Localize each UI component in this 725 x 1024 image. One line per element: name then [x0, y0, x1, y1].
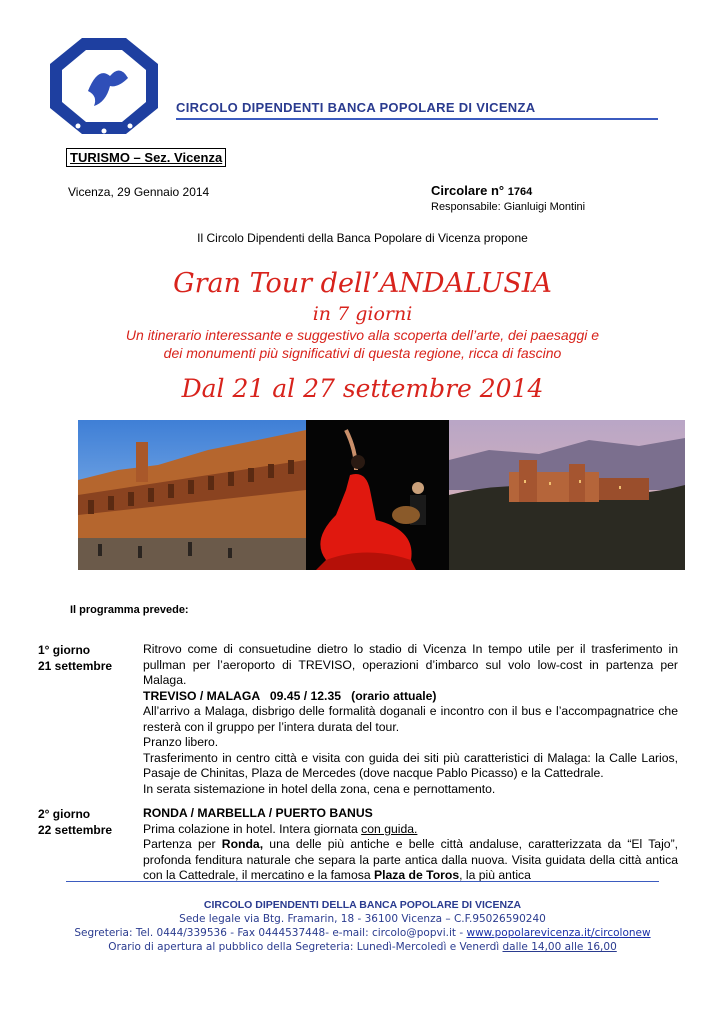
tour-title: Gran Tour dell’ANDALUSIA — [173, 268, 552, 299]
day-1-flight: TREVISO / MALAGA 09.45 / 12.35 (orario attuale) — [143, 688, 437, 703]
circolare-label: Circolare n° — [431, 183, 505, 198]
day-1-paragraph: In serata sistemazione in hotel della zona, cena e pernottamento. — [143, 781, 496, 796]
circolo-logo — [48, 36, 160, 136]
day-1-paragraph: All’arrivo a Malaga, disbrigo delle formalità doganali e incontro con il bus e l’accompagnatrice che resterà con il gruppo per l’intera durata del tour. — [143, 704, 678, 734]
circolare-number — [431, 183, 532, 198]
footer-contact-text: Segreteria: Tel. 0444/339536 - Fax 0444537448- e-mail: circolo@popvi.it - — [74, 927, 467, 939]
day-1-paragraph: Trasferimento in centro città e visita con guida dei siti più caratteristici di Malaga: la Calle Larios, Pasaje de Chinitas, Plaza de Mercedes (dove nacque Pablo Picasso) e la Cattedrale. — [143, 750, 678, 780]
footer-contacts — [0, 927, 725, 939]
day-2-guide-text: con guida. — [361, 821, 418, 836]
tour-tagline — [60, 326, 665, 362]
day-2-text: , la più antica — [459, 868, 531, 882]
day-1-description — [143, 642, 678, 797]
document-date: Vicenza, 29 Gennaio 2014 — [68, 185, 210, 199]
day-1-label: 1° giorno — [38, 643, 91, 657]
footer-org-name: CIRCOLO DIPENDENTI DELLA BANCA POPOLARE DI VICENZA — [203, 899, 522, 911]
org-header: CIRCOLO DIPENDENTI BANCA POPOLARE DI VICENZA — [176, 100, 536, 115]
tagline-line-2: dei monumenti più significativi di questa regione, ricca di fascino — [163, 345, 562, 361]
footer-hours — [0, 941, 725, 953]
day-1-paragraph: Ritrovo come di consuetudine dietro lo stadio di Vicenza In tempo utile per il trasferimento in pullman per l’aeroporto di TREVISO, operazioni d’imbarco sul volo low-cost in partenza per Malaga. — [143, 642, 678, 687]
circolare-value: 1764 — [507, 186, 533, 198]
flamenco-dancer-photo — [306, 420, 449, 570]
footer-divider — [66, 881, 659, 882]
footer-hours-text: Orario di apertura al pubblico della Segreteria: Lunedì-Mercoledì e Venerdì — [108, 941, 503, 953]
tour-dates: Dal 21 al 27 settembre 2014 — [181, 374, 544, 403]
day-2-paragraph — [143, 837, 678, 884]
day-2-text: una delle più antiche e belle città andaluse, caratterizzata da “El Tajo”, profonda fenditura naturale che separa la parte antica dalla nuova. Visita guidata della città antica con la Cattedrale, il mercatino e la famosa — [143, 837, 679, 882]
footer-website-link[interactable]: www.popolarevicenza.it/circolonew — [466, 927, 651, 939]
day-2-plaza-de-toros: Plaza de Toros — [374, 868, 460, 882]
plaza-de-espana-photo — [78, 420, 306, 570]
header-divider — [176, 118, 658, 120]
day-1-date: 21 settembre — [38, 659, 113, 673]
programme-label: Il programma prevede: — [70, 604, 189, 616]
day-2-date: 22 settembre — [38, 823, 113, 837]
day-2-description — [143, 806, 678, 884]
day-2-text: Prima colazione in hotel. Intera giornata — [143, 821, 362, 836]
section-label: TURISMO – Sez. Vicenza — [66, 148, 226, 167]
day-2-ronda: Ronda, — [221, 837, 264, 851]
day-2-text: Partenza per — [143, 837, 222, 851]
day-1-paragraph: Pranzo libero. — [143, 735, 219, 749]
tour-subtitle: in 7 giorni — [312, 303, 413, 325]
day-2-paragraph — [143, 822, 678, 838]
tagline-line-1: Un itinerario interessante e suggestivo alla scoperta dell’arte, dei paesaggi e — [125, 327, 600, 343]
alhambra-photo — [449, 420, 685, 570]
footer-address: Sede legale via Btg. Framarin, 18 - 36100 Vicenza – C.F.95026590240 — [179, 913, 546, 925]
footer-hours-times: dalle 14,00 alle 16,00 — [502, 941, 617, 953]
day-2-route: RONDA / MARBELLA / PUERTO BANUS — [143, 806, 373, 820]
intro-line: Il Circolo Dipendenti della Banca Popolare di Vicenza propone — [197, 231, 528, 245]
day-2-label: 2° giorno — [38, 807, 91, 821]
responsabile: Responsabile: Gianluigi Montini — [431, 201, 586, 213]
